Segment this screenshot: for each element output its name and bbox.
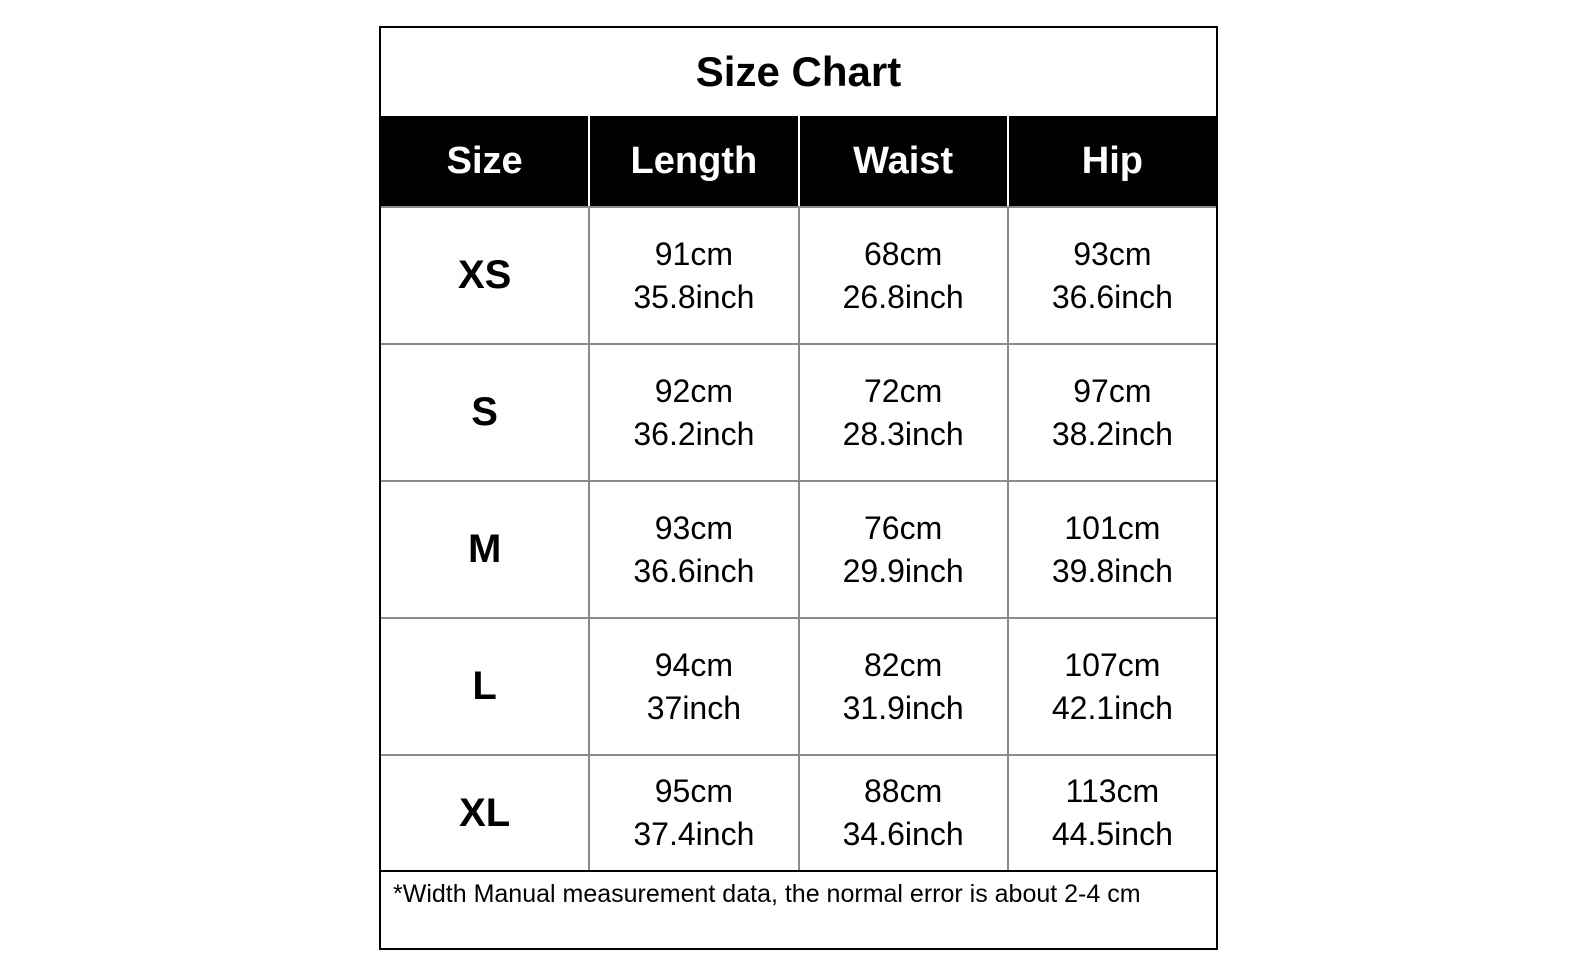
header-length: Length	[590, 116, 799, 206]
hip-cell	[1009, 208, 1216, 343]
waist-cell	[800, 619, 1009, 754]
length-cm: 94cm	[654, 646, 733, 683]
header-hip: Hip	[1081, 139, 1143, 182]
table-row	[381, 754, 1216, 870]
waist-cell	[800, 482, 1009, 617]
hip-cm: 93cm	[1073, 235, 1152, 272]
table-row	[381, 343, 1216, 480]
waist-inch: 26.8inch	[842, 278, 964, 315]
size-cell: XS	[381, 208, 590, 343]
hip-cm: 107cm	[1064, 646, 1161, 683]
hip-inch: 39.8inch	[1051, 552, 1173, 589]
waist-inch: 28.3inch	[842, 415, 964, 452]
hip-inch: 44.5inch	[1051, 816, 1173, 852]
hip-inch: 42.1inch	[1051, 689, 1173, 726]
length-inch: 36.6inch	[633, 552, 755, 589]
size-cell: M	[381, 482, 590, 617]
length-cm: 95cm	[654, 773, 733, 809]
waist-inch: 29.9inch	[842, 552, 964, 589]
chart-title: Size Chart	[695, 48, 902, 95]
waist-inch: 31.9inch	[842, 689, 964, 726]
length-cm: 93cm	[654, 509, 733, 546]
hip-cm: 113cm	[1065, 773, 1160, 809]
length-inch: 36.2inch	[633, 415, 755, 452]
table-row	[381, 617, 1216, 754]
length-cell	[590, 345, 799, 480]
waist-cm: 68cm	[864, 235, 943, 272]
size-cell: XL	[381, 756, 590, 870]
waist-inch: 34.6inch	[842, 816, 964, 852]
length-cm: 91cm	[654, 235, 733, 272]
hip-cell	[1009, 619, 1216, 754]
waist-cell	[800, 345, 1009, 480]
waist-cell	[800, 756, 1009, 870]
length-cell	[590, 482, 799, 617]
measurement-note: *Width Manual measurement data, the normal error is about 2-4 cm	[381, 870, 1216, 952]
waist-cm: 88cm	[864, 773, 943, 809]
length-cell	[590, 756, 799, 870]
header-waist: Waist	[800, 116, 1009, 206]
waist-cm: 72cm	[864, 372, 943, 409]
length-inch: 35.8inch	[633, 278, 755, 315]
hip-cell	[1009, 482, 1216, 617]
header-size: Size	[381, 116, 590, 206]
waist-cell	[800, 208, 1009, 343]
table-row	[381, 480, 1216, 617]
size-cell: L	[381, 619, 590, 754]
hip-cm: 97cm	[1073, 372, 1152, 409]
waist-cm: 82cm	[864, 646, 943, 683]
table-row	[381, 206, 1216, 343]
size-cell: S	[381, 345, 590, 480]
table-header	[381, 116, 1216, 206]
hip-inch: 38.2inch	[1051, 415, 1173, 452]
length-cell	[590, 619, 799, 754]
waist-cm: 76cm	[864, 509, 943, 546]
hip-cell	[1009, 756, 1216, 870]
length-inch: 37.4inch	[633, 816, 755, 852]
hip-inch: 36.6inch	[1051, 278, 1173, 315]
length-cell	[590, 208, 799, 343]
length-inch: 37inch	[646, 689, 742, 726]
hip-cm: 101cm	[1064, 509, 1161, 546]
size-chart-table	[379, 26, 1218, 950]
length-cm: 92cm	[654, 372, 733, 409]
hip-cell	[1009, 345, 1216, 480]
